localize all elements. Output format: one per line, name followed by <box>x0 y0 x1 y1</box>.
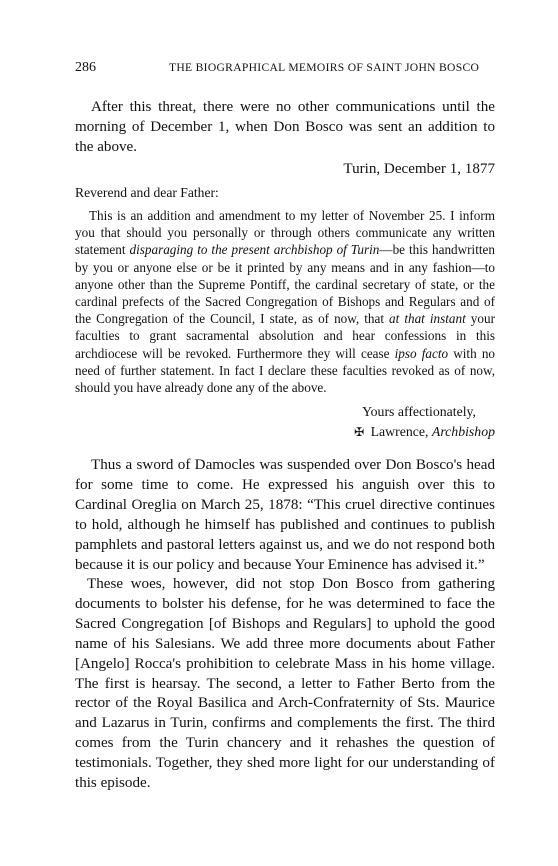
letter-text-3: your faculties to grant sacramental absolution and hear confessions in this archdiocese will be revoked. Furthermore they will cease <box>75 311 495 361</box>
signature-name: Lawrence, <box>370 424 429 439</box>
cross-icon: ✠ <box>354 425 365 439</box>
letter-text-2: —be this handwritten by you or anyone else or be it printed by any means and in any fashion—to anyone other than the Supreme Pontiff, the cardinal secretary of state, or the cardinal prefects of the Sacred Congregation of Bishops and Regulars and of the Congregation of the Council, I state, as of now, that <box>75 242 495 327</box>
letter-text-1: This is an addition and amendment to my letter of November 25. I inform you that should you personally or through others communicate any written statement <box>75 208 495 258</box>
page-number: 286 <box>75 60 96 75</box>
letter-emphasis-1: disparaging to the present archbishop of Turin <box>129 242 380 258</box>
letter-emphasis-3: ipso facto <box>394 345 449 361</box>
signature-title: Archbishop <box>431 424 495 439</box>
body-paragraph-1: Thus a sword of Damocles was suspended over Don Bosco's head for some time to come. He expressed his anguish over this to Cardinal Oreglia on March 25, 1878: “This cruel directive continues to hold, although he himself has published and continues to publish pamphlets and pastoral letters against us, and we do not respond both because it is our policy and because Your Eminence has advised it.” <box>75 457 495 573</box>
letter-emphasis-2: at that instant <box>389 311 466 327</box>
letter-closing: Yours affectionately, <box>362 404 476 419</box>
body-paragraph-2: These woes, however, did not stop Don Bosco from gathering documents to bolster his defense, for he was determined to face the Sacred Congregation [of Bishops and Regulars] to uphold the good name of his Salesians. We add three more documents about Father [Angelo] Rocca's prohibition to celebrate Mass in his home village. The first is hearsay. The second, a letter to Father Berto from the rector of the Royal Basilica and Arch-Confraternity of Sts. Maurice and Lazarus in Turin, confirms and complements the first. The third comes from the Turin chancery and it rehashes the question of testimonials. Together, they shed more light for our understanding of this episode. <box>75 576 495 792</box>
running-title: THE BIOGRAPHICAL MEMOIRS OF SAINT JOHN BOSCO <box>169 61 480 74</box>
letter-salutation: Reverend and dear Father: <box>75 185 219 200</box>
intro-paragraph: After this threat, there were no other communications until the morning of December 1, when Don Bosco was sent an addition to the above. <box>75 99 495 155</box>
letter-signature <box>354 424 495 440</box>
letter-dateline: Turin, December 1, 1877 <box>343 161 495 177</box>
letter-body <box>75 207 495 396</box>
running-header <box>75 60 493 76</box>
letter-text-4: with no need of further statement. In fact I declare these faculties revoked as of now, should you have already done any of the above. <box>75 345 496 396</box>
